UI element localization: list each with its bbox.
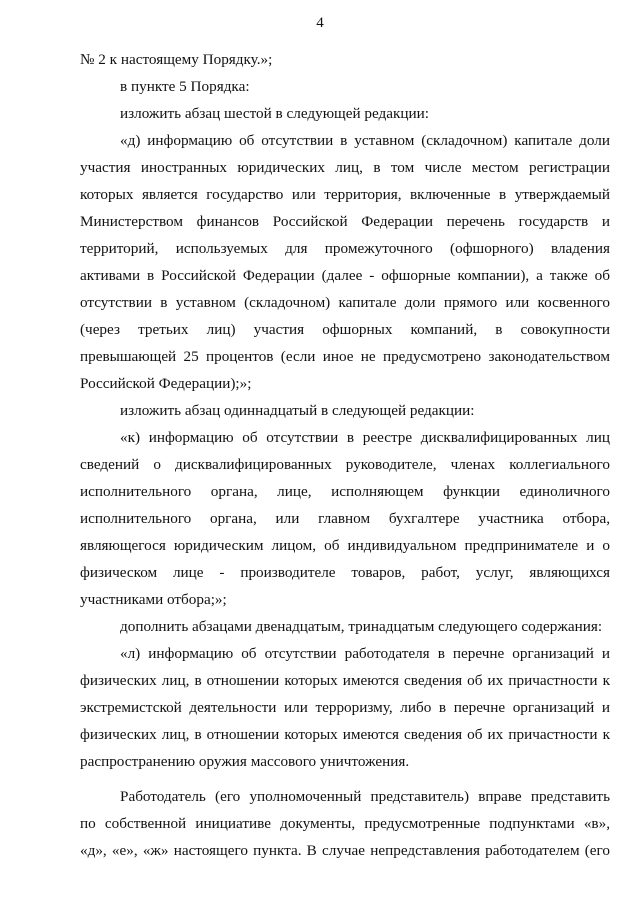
text-line: физических лиц, в отношении которых имеются сведения об их причастности к xyxy=(80,672,610,689)
text-line: территорий, используемых для промежуточного (офшорного) владения xyxy=(80,240,610,257)
text-line: отсутствии в уставном (складочном) капитале доли прямого или косвенного xyxy=(80,294,610,311)
text-line: экстремистской деятельности или терроризму, либо в перечне организаций и xyxy=(80,699,610,716)
text-line: участия иностранных юридических лиц, в том числе местом регистрации xyxy=(80,159,610,176)
text-line: исполнительного органа, лице, исполняющем функции единоличного xyxy=(80,483,610,500)
text-line: «к) информацию об отсутствии в реестре дисквалифицированных лиц xyxy=(120,429,610,446)
text-line: № 2 к настоящему Порядку.»; xyxy=(80,51,273,68)
text-line: которых является государство или территория, включенные в утверждаемый xyxy=(80,186,610,203)
text-line: исполнительного органа, или главном бухгалтере участника отбора, xyxy=(80,510,610,527)
text-line: Российской Федерации);»; xyxy=(80,375,252,392)
text-line: участниками отбора;»; xyxy=(80,591,227,608)
text-line: сведений о дисквалифицированных руководителе, членах коллегиального xyxy=(80,456,610,473)
text-line: распространению оружия массового уничтожения. xyxy=(80,753,410,770)
text-line: активами в Российской Федерации (далее - офшорные компании), а также об xyxy=(80,267,610,284)
text-line: являющегося юридическим лицом, об индивидуальном предпринимателе и о xyxy=(80,537,610,554)
text-line: превышающей 25 процентов (если иное не предусмотрено законодательством xyxy=(80,348,610,365)
text-line: «л) информацию об отсутствии работодателя в перечне организаций и xyxy=(120,645,610,662)
page-number: 4 xyxy=(316,15,324,31)
text-line: изложить абзац одиннадцатый в следующей редакции: xyxy=(120,402,475,419)
text-line: по собственной инициативе документы, предусмотренные подпунктами «в», xyxy=(80,815,610,832)
text-line: «д», «е», «ж» настоящего пункта. В случае непредставления работодателем (его xyxy=(80,842,610,859)
text-line: изложить абзац шестой в следующей редакции: xyxy=(120,105,429,122)
text-line: в пункте 5 Порядка: xyxy=(120,78,250,95)
text-line: Работодатель (его уполномоченный представитель) вправе представить xyxy=(120,788,610,805)
text-line: физическом лице - производителе товаров, работ, услуг, являющихся xyxy=(80,564,610,581)
text-line: дополнить абзацами двенадцатым, тринадцатым следующего содержания: xyxy=(120,618,603,635)
document-body xyxy=(80,46,610,864)
text-line: физических лиц, в отношении которых имеются сведения об их причастности к xyxy=(80,726,610,743)
text-line: Министерством финансов Российской Федерации перечень государств и xyxy=(80,213,610,230)
text-line: (через третьих лиц) участия офшорных компаний, в совокупности xyxy=(80,321,610,338)
text-line: «д) информацию об отсутствии в уставном (складочном) капитале доли xyxy=(120,132,610,149)
